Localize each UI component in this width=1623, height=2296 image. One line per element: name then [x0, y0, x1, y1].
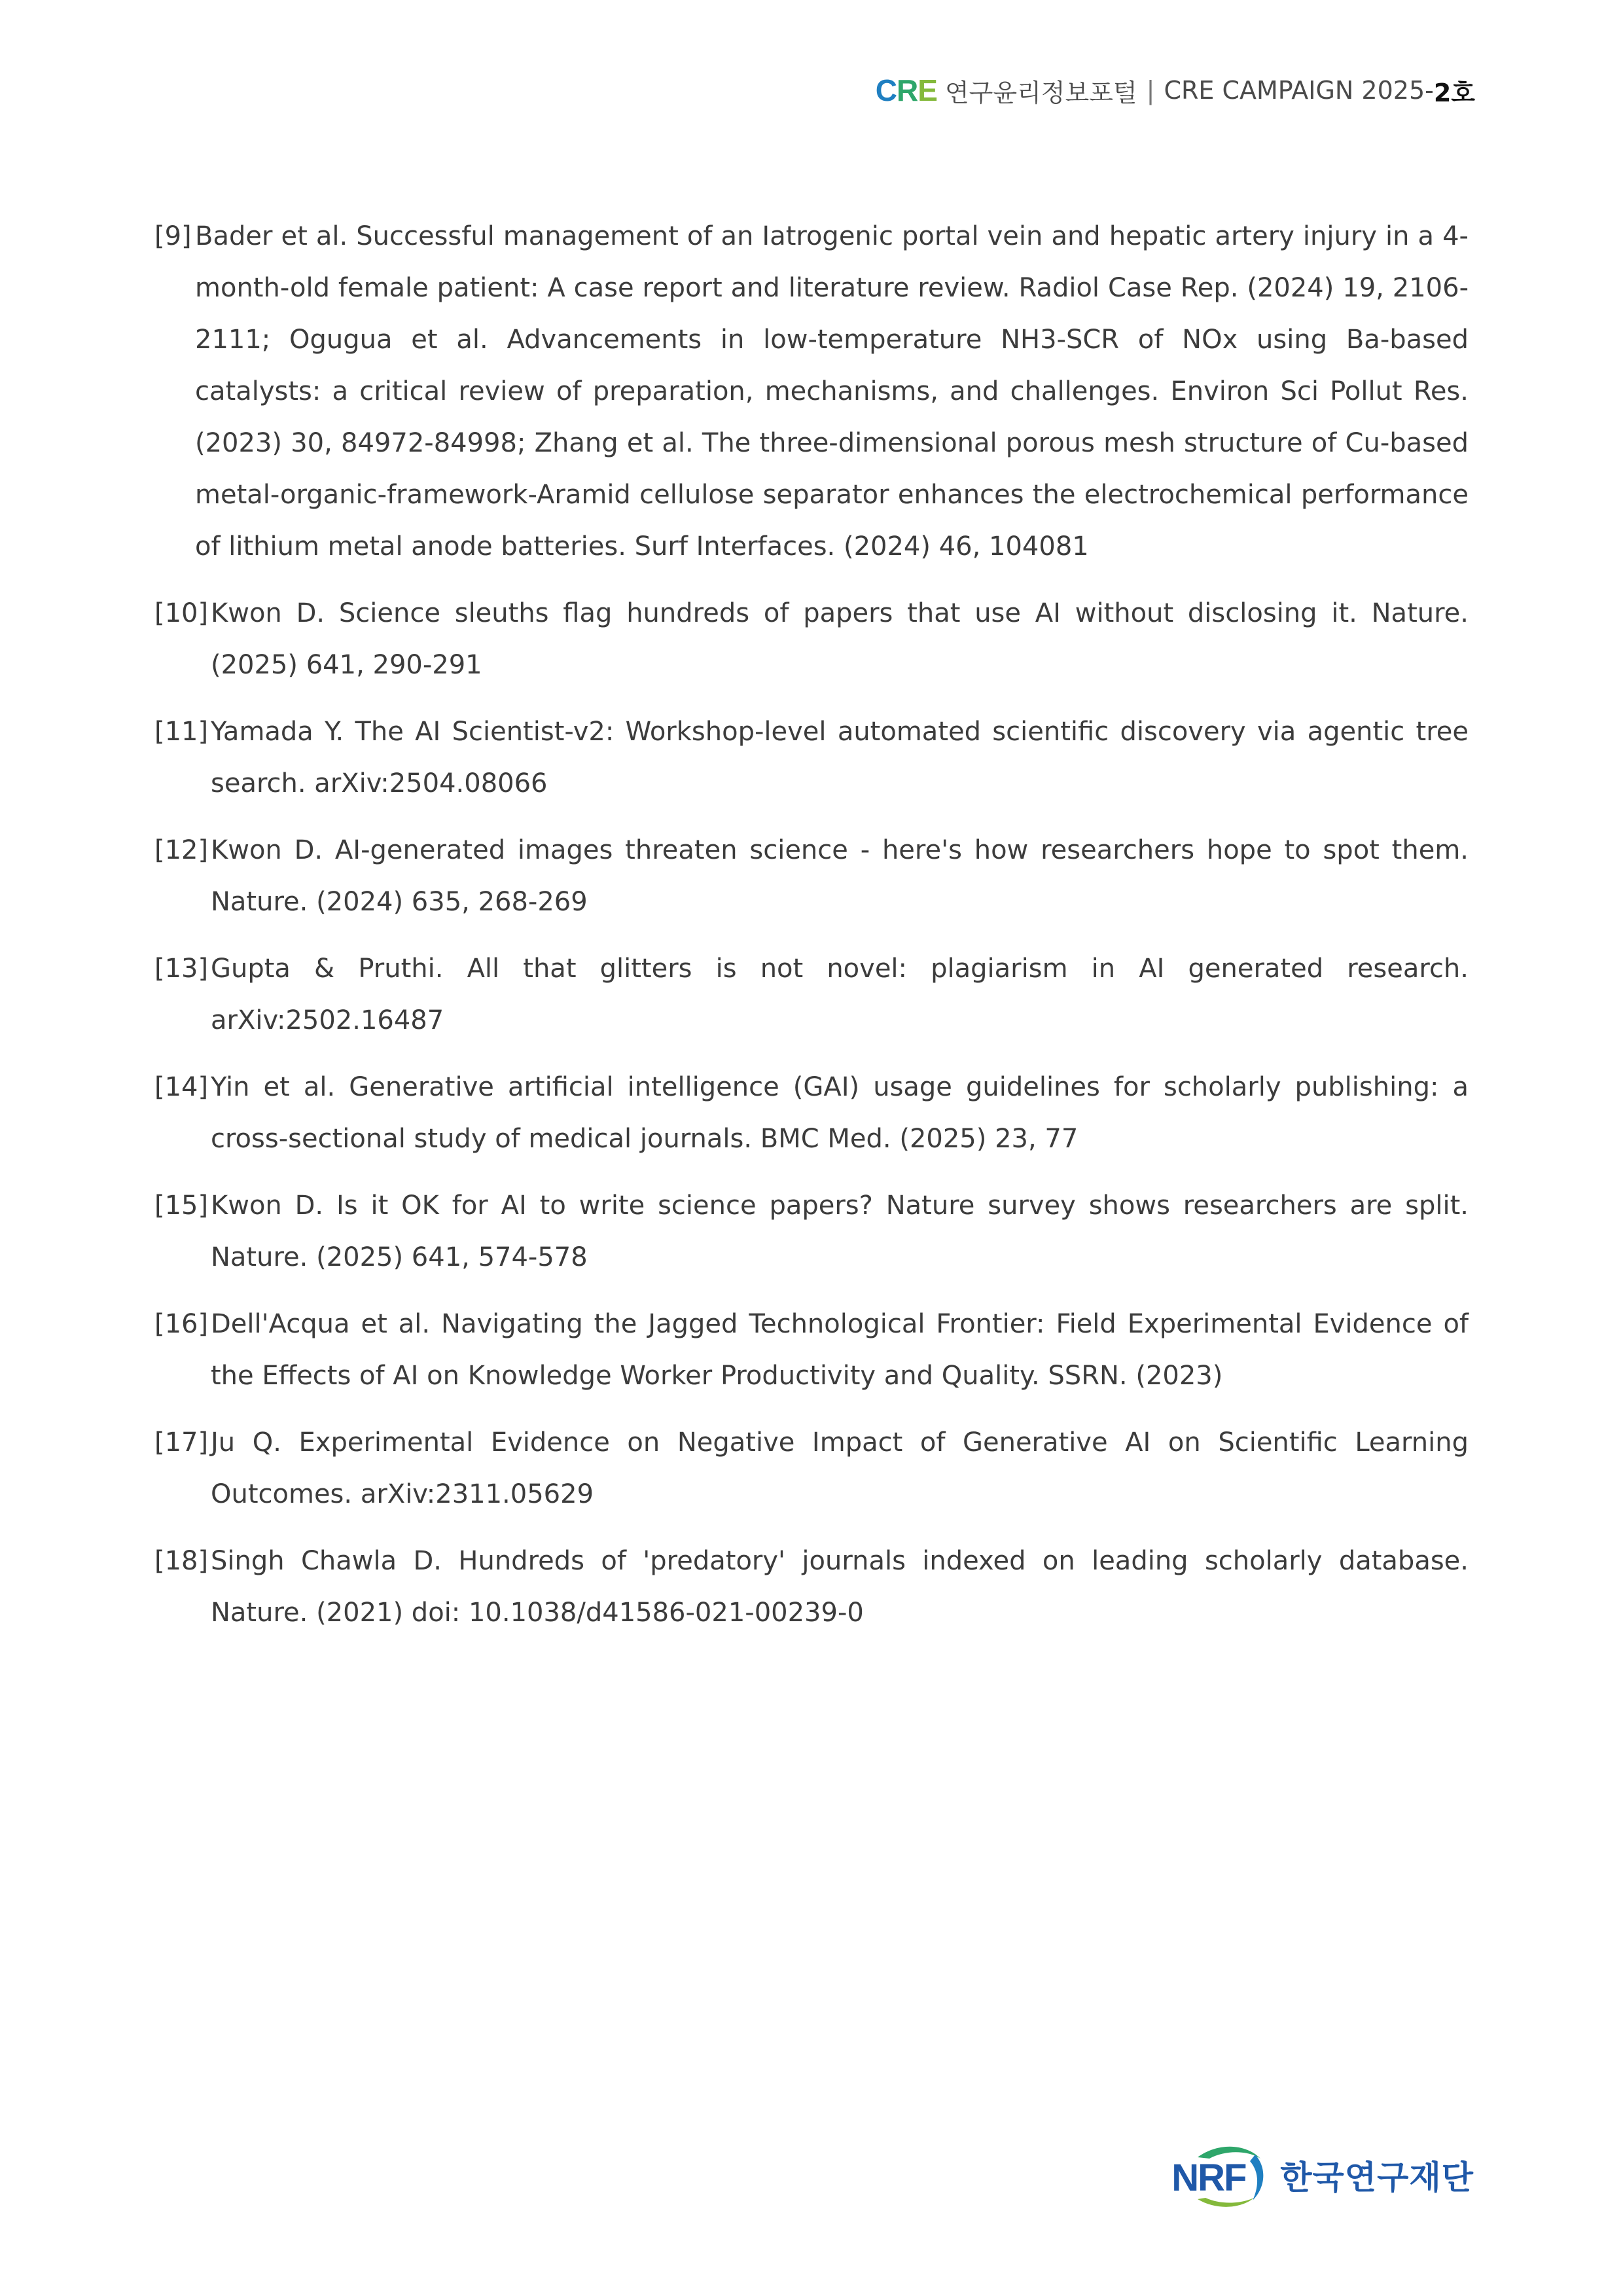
reference-text: Kwon D. Science sleuths flag hundreds of papers that use AI without disclosing it. Nature. (2025) 641, 290-291: [211, 598, 1469, 680]
cre-logo: [876, 73, 937, 108]
reference-text: Singh Chawla D. Hundreds of 'predatory' journals indexed on leading scholarly database. Nature. (2021) doi: 10.1038/d41586-021-00239-0: [211, 1546, 1469, 1628]
page-header: [876, 71, 1475, 110]
reference-text: Kwon D. Is it OK for AI to write science papers? Nature survey shows researchers are split. Nature. (2025) 641, 574-578: [211, 1191, 1469, 1272]
nrf-emblem: [1171, 2139, 1270, 2211]
reference-text: Yin et al. Generative artificial intelligence (GAI) usage guidelines for scholarly publishing: a cross-sectional study of medical journals. BMC Med. (2025) 23, 77: [211, 1072, 1469, 1154]
cre-logo-e: E: [918, 73, 937, 107]
reference-number: [13]: [154, 954, 209, 984]
reference-number: [10]: [154, 598, 209, 628]
nrf-logo: [1171, 2139, 1474, 2211]
issue-number: 2호: [1433, 78, 1475, 107]
reference-number: [16]: [154, 1309, 209, 1339]
reference-list: [154, 211, 1469, 1654]
reference-number: [11]: [154, 717, 209, 747]
reference-item: [154, 825, 1469, 928]
nrf-abbr: NRF: [1171, 2157, 1246, 2199]
reference-item: [154, 943, 1469, 1047]
reference-number: [9]: [154, 221, 192, 251]
reference-item: [154, 588, 1469, 691]
portal-name: 연구윤리정보포털: [944, 78, 1137, 107]
reference-item: [154, 1180, 1469, 1283]
reference-item: [154, 1535, 1469, 1639]
reference-text: Gupta & Pruthi. All that glitters is not novel: plagiarism in AI generated research. arXiv:2502.16487: [211, 954, 1469, 1035]
reference-number: [17]: [154, 1427, 209, 1458]
reference-number: [18]: [154, 1546, 209, 1576]
reference-text: Yamada Y. The AI Scientist-v2: Workshop-level automated scientific discovery via agentic tree search. arXiv:2504.08066: [211, 717, 1469, 798]
reference-item: [154, 1299, 1469, 1402]
campaign-label: CRE CAMPAIGN 2025-: [1164, 76, 1434, 105]
reference-number: [12]: [154, 835, 209, 865]
reference-item: [154, 211, 1469, 573]
cre-logo-c: C: [875, 73, 897, 107]
cre-logo-r: R: [897, 73, 918, 107]
reference-item: [154, 1062, 1469, 1165]
header-separator: |: [1146, 76, 1155, 105]
reference-item: [154, 706, 1469, 810]
nrf-org-name: 한국연구재단: [1280, 2159, 1474, 2197]
reference-text: Dell'Acqua et al. Navigating the Jagged Technological Frontier: Field Experimental Evidence of the Effects of AI on Knowledge Worker Productivity and Quality. SSRN. (2023): [211, 1309, 1469, 1391]
reference-number: [15]: [154, 1191, 209, 1221]
reference-text: Kwon D. AI-generated images threaten science - here's how researchers hope to spot them. Nature. (2024) 635, 268-269: [211, 835, 1469, 917]
reference-item: [154, 1417, 1469, 1520]
reference-text: Bader et al. Successful management of an Iatrogenic portal vein and hepatic artery injury in a 4-month-old female patient: A case report and literature review. Radiol Case Rep. (2024) 19, 2106-2111; Ogugua et al. Advancements in low-temperature NH3-SCR of NOx using Ba-based catalysts: a critical review of preparation, mechanisms, and challenges. Environ Sci Pollut Res. (2023) 30, 84972-84998; Zhang et al. The three-dimensional porous mesh structure of Cu-based metal-organic-framework-Aramid cellulose separator enhances the electrochemical performance of lithium metal anode batteries. Surf Interfaces. (2024) 46, 104081: [195, 221, 1469, 562]
reference-text: Ju Q. Experimental Evidence on Negative Impact of Generative AI on Scientific Learning Outcomes. arXiv:2311.05629: [211, 1427, 1469, 1509]
reference-number: [14]: [154, 1072, 209, 1102]
